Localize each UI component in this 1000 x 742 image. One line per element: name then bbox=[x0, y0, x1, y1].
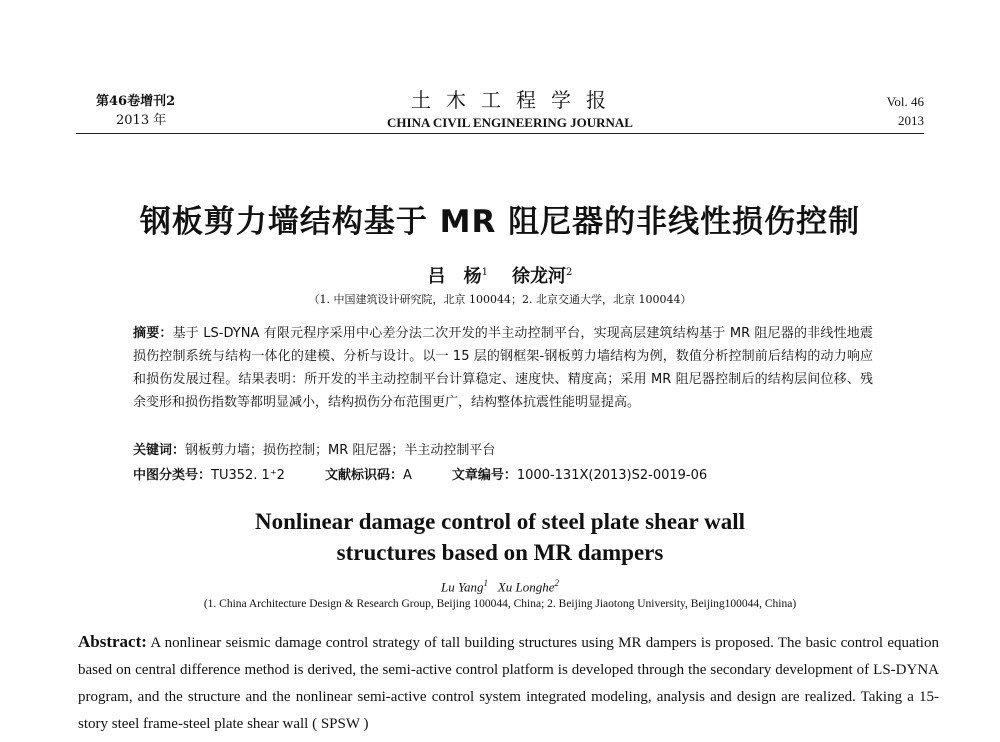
abstract-en-label: Abstract: bbox=[78, 632, 147, 651]
clc-value: TU352. 1⁺2 bbox=[211, 468, 285, 483]
author-1-cn: 吕 杨 bbox=[427, 266, 482, 287]
keywords-cn-label: 关键词： bbox=[133, 443, 186, 458]
volume-year: 2013 年 bbox=[116, 113, 167, 128]
clc-label: 中图分类号： bbox=[133, 468, 212, 483]
author-2-cn-sup: 2 bbox=[566, 267, 573, 278]
volume-info bbox=[96, 92, 175, 130]
journal-name bbox=[360, 88, 660, 132]
doc-code-label: 文献标识码： bbox=[324, 468, 403, 483]
journal-name-cn: 土木工程学报 bbox=[411, 88, 621, 112]
classification-line bbox=[133, 466, 873, 486]
paper-title-cn: 钢板剪力墙结构基于 MR 阻尼器的非线性损伤控制 bbox=[139, 204, 861, 240]
authors-en bbox=[0, 578, 1000, 595]
header-divider bbox=[76, 133, 924, 134]
keywords-cn-text: 钢板剪力墙；损伤控制；MR 阻尼器；半主动控制平台 bbox=[185, 443, 496, 458]
authors-cn bbox=[0, 262, 1000, 288]
article-no-value: 1000-131X(2013)S2-0019-06 bbox=[516, 468, 708, 483]
paper-title-en bbox=[0, 506, 1000, 568]
affiliation-cn: （1. 中国建筑设计研究院，北京 100044；2. 北京交通大学，北京 100044） bbox=[308, 293, 692, 306]
author-1-cn-sup: 1 bbox=[481, 267, 488, 278]
author-2-cn: 徐龙河 bbox=[512, 266, 566, 287]
paper-title-en-text: Nonlinear damage control of steel plate shear wall structures based on MR dampers bbox=[255, 509, 745, 565]
author-1-en-sup: 1 bbox=[483, 578, 489, 588]
keywords-cn bbox=[133, 441, 873, 461]
abstract-en bbox=[78, 628, 939, 738]
abstract-cn-text: 基于 LS-DYNA 有限元程序采用中心差分法二次开发的半主动控制平台，实现高层建筑结构基于 MR 阻尼器的非线性地震损伤控制系统与结构一体化的建模、分析与设计。以一 15 层的钢框架-钢板剪力墙结构为例，数值分析控制前后结构的动力响应和损伤发展过程。结果表明：所开发的半主动控制平台计算稳定、速度快、精度高；采用 MR 阻尼器控制后的结构层间位移、残余变形和损伤指数等都明显减小，结构损伤分布范围更广，结构整体抗震性能明显提高。 bbox=[133, 326, 873, 410]
author-1-en: Lu Yang bbox=[441, 579, 484, 595]
affiliation-en: (1. China Architecture Design & Research Group, Beijing 100044, China; 2. Beijing Jiaotong University, Beijing100044, China) bbox=[203, 598, 797, 610]
volume-issue: 第46卷增刊2 bbox=[96, 94, 176, 109]
abstract-cn bbox=[133, 322, 873, 414]
article-no-label: 文章编号： bbox=[451, 468, 517, 483]
abstract-en-text: A nonlinear seismic damage control strategy of tall building structures using MR dampers is proposed. The basic control equation based on central difference method is derived, the semi-active control platform is developed through the secondary development of LS-DYNA program, and the structure and the nonlinear semi-active control system integrated modeling, analysis and design are realized. Taking a 15-story steel frame-steel plate shear wall ( SPSW ) bbox=[78, 635, 939, 732]
volume-year-en: 2013 bbox=[898, 113, 924, 128]
journal-name-en: CHINA CIVIL ENGINEERING JOURNAL bbox=[387, 115, 633, 130]
volume-number-en: Vol. 46 bbox=[886, 94, 924, 109]
author-2-en-sup: 2 bbox=[554, 578, 559, 588]
volume-info-en bbox=[887, 92, 924, 130]
doc-code-value: A bbox=[402, 468, 412, 483]
abstract-cn-label: 摘要： bbox=[133, 326, 173, 341]
author-2-en: Xu Longhe bbox=[497, 579, 555, 595]
